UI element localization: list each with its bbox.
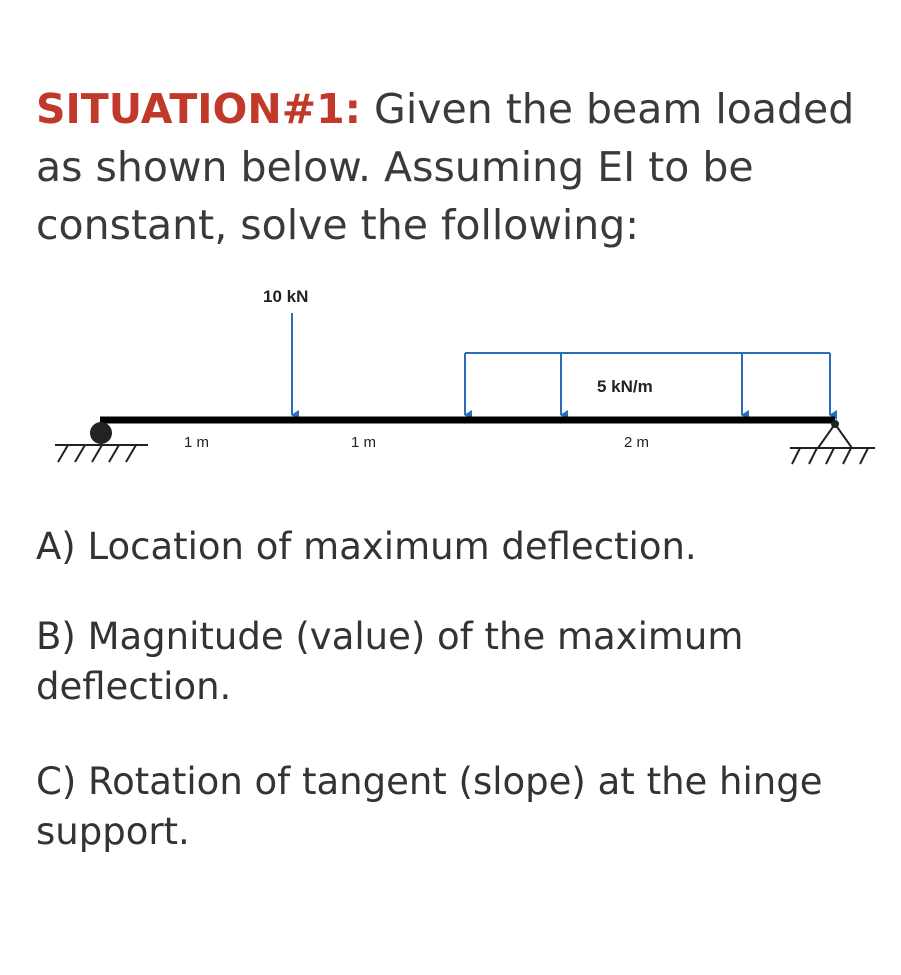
udl-label: 5 kN/m [597,377,653,396]
problem-statement: Given the beam loaded as shown below. Assuming EI to be constant, solve the following: [36,85,855,249]
roller-ground-hatch [58,445,136,462]
pin-circle [831,420,839,428]
point-load [263,287,308,415]
span-label: 2 m [624,434,650,451]
pin-support [790,420,875,464]
distributed-load [465,353,830,415]
problem-heading [36,80,886,254]
question-a: A) Location of maximum deflection. [36,525,697,568]
point-load-label: 10 kN [263,287,309,306]
roller-support [55,422,148,462]
question-b: B) Magnitude (value) of the maximum deflection. [36,615,744,708]
situation-tag: SITUATION#1: [36,85,361,133]
span-label: 1 m [351,434,377,451]
question-c: C) Rotation of tangent (slope) at the hinge support. [36,760,823,853]
beam-diagram [0,270,901,490]
roller-circle [90,422,112,444]
pin-ground-hatch [792,448,868,464]
span-label: 1 m [184,434,210,451]
